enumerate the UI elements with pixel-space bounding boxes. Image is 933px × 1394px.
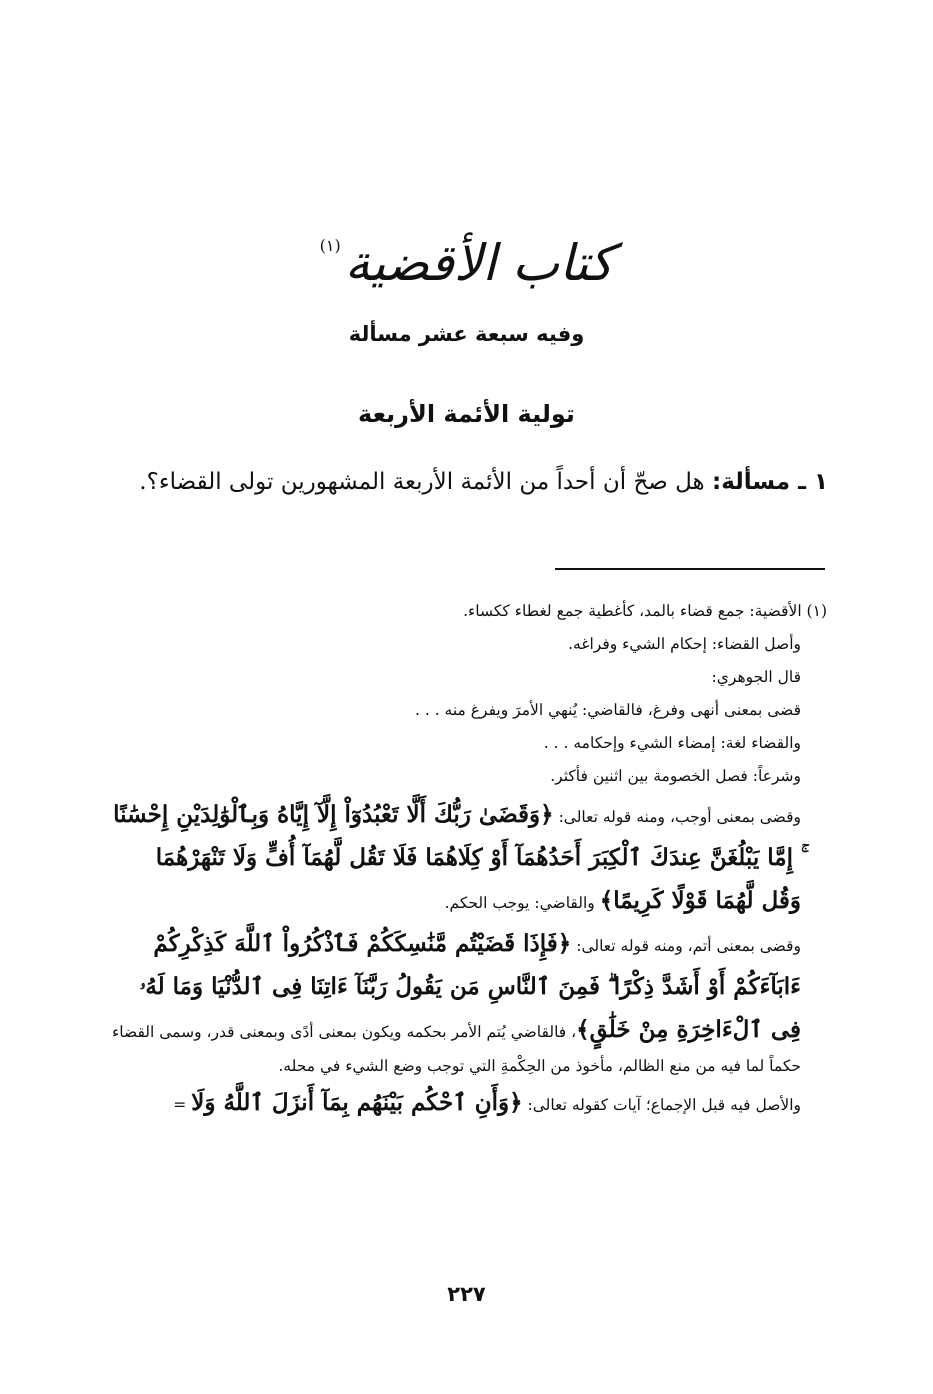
footnote-line: (١) الأقضية: جمع قضاء بالمد، كأغطية جمع لغطاء ككساء. [463, 602, 827, 620]
footnote-line: وشرعاً: فصل الخصومة بين اثنين فأكثر. [550, 767, 801, 785]
continuation-mark: = [173, 1096, 187, 1114]
question-label: ١ ـ مسألة: [712, 469, 828, 495]
footnote-line: قضى بمعنى أنهى وفرغ، فالقاضي: يُنهي الأمرَ ويفرغ منه . . . [415, 701, 801, 719]
chapter-title [0, 234, 933, 292]
chapter-subtitle: وفيه سبعة عشر مسألة [348, 322, 585, 346]
footnote-line: والقضاء لغة: إمضاء الشيء وإحكامه . . . [543, 734, 801, 752]
quran-verse: ﴿وَأَنِ ٱحْكُم بَيْنَهُم بِمَآ أَنزَلَ ٱللَّهُ وَلَا [191, 1089, 523, 1116]
chapter-title-text: كتاب الأقضية [344, 234, 614, 292]
footnote-marker: (١) [319, 236, 341, 255]
footnotes [112, 595, 827, 1124]
question-paragraph [128, 460, 828, 504]
question-text: هل صحّ أن أحداً من الأئمة الأربعة المشهورين تولى القضاء؟. [139, 469, 705, 495]
paragraph-intro: والأصل فيه قبل الإجماع؛ آيات كقوله تعالى: [527, 1096, 801, 1114]
footnote-paragraph [112, 1081, 827, 1124]
footnote-paragraph [112, 793, 827, 922]
quran-verse: ﴿فَإِذَا قَضَيْتُم مَّنَٰسِكَكُمْ فَٱذْكُرُواْ ٱللَّهَ كَذِكْرِكُمْ ءَابَآءَكُمْ أَوْ أَشَدَّ ذِكْرًا ۗ فَمِنَ ٱلنَّاسِ مَن يَقُولُ رَبَّنَآ ءَاتِنَا فِى ٱلدُّنْيَا وَمَا لَهُۥ فِى ٱلْءَاخِرَةِ مِنْ خَلَٰقٍ﴾ [139, 930, 801, 1043]
footnote-divider [555, 568, 825, 570]
paragraph-tail: ، فالقاضي يُتم الأمر بحكمه ويكون بمعنى أدًى وبمعنى قدر، وسمى القضاء حكماً لما فيه من منع الظالم، مأخوذ من الحِكْمةِ التي توجب وضع الشيء في محله. [112, 1023, 801, 1075]
paragraph-intro: وقضى بمعنى أوجب، ومنه قوله تعالى: [558, 808, 801, 826]
page-number: ٢٢٧ [447, 1282, 486, 1306]
section-heading: تولية الأئمة الأربعة [358, 400, 575, 428]
footnote-line: وأصل القضاء: إحكام الشيء وفراغه. [568, 635, 801, 653]
quran-verse: ﴿وَقَضَىٰ رَبُّكَ أَلَّا تَعْبُدُوٓاْ إِلَّآ إِيَّاهُ وَبِٱلْوَٰلِدَيْنِ إِحْسَٰنًا ۚ إِمَّا يَبْلُغَنَّ عِندَكَ ٱلْكِبَرَ أَحَدُهُمَآ أَوْ كِلَاهُمَا فَلَا تَقُل لَّهُمَآ أُفٍّ وَلَا تَنْهَرْهُمَا وَقُل لَّهُمَا قَوْلًا كَرِيمًا﴾ [113, 801, 801, 914]
paragraph-intro: وقضى بمعنى أتم، ومنه قوله تعالى: [576, 937, 801, 955]
footnote-paragraph [112, 922, 827, 1081]
footnote-line: قال الجوهري: [711, 668, 801, 686]
paragraph-tail: والقاضي: يوجب الحكم. [444, 894, 595, 912]
